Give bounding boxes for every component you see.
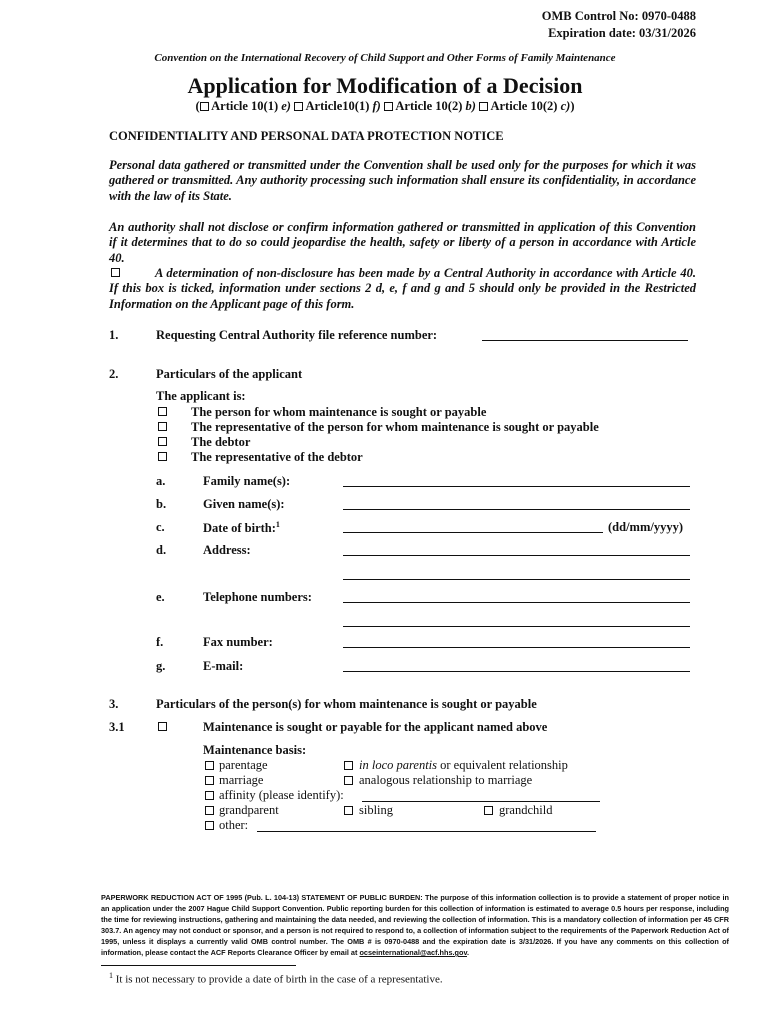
family-name-input[interactable] [343, 486, 690, 487]
applicant-option-label: The debtor [191, 435, 251, 449]
date-of-birth-label: Date of birth:$^1$ [203, 520, 280, 536]
grandchild-label: grandchild [499, 803, 553, 817]
applicant-option-label: The representative of the debtor [191, 450, 363, 464]
email-input[interactable] [343, 671, 690, 672]
parentage-label: parentage [219, 758, 268, 772]
analogous-relationship-label: analogous relationship to marriage [359, 773, 533, 787]
grandparent-label: grandparent [219, 803, 279, 817]
applicant-is-label: The applicant is: [156, 389, 246, 403]
field-letter: c. [156, 520, 165, 534]
section-3-number: 3. [109, 697, 119, 711]
field-letter: g. [156, 659, 166, 673]
close-paren: ) [570, 99, 575, 113]
non-disclosure-paragraph: A determination of non-disclosure has been made by a Central Authority in accordance with Article 40. If this box is ticked, information under sections 2 d, e, f and g and 5 should only be provided in the Restricted Information on the Applicant page of this form. [109, 266, 696, 311]
maintenance-basis-heading: Maintenance basis: [203, 743, 307, 757]
confidentiality-paragraph-1: Personal data gathered or transmitted under the Convention shall be used only for the purposes for which it was gathered or transmitted. Any authority processing such information shall ensure its confidentiality, in accordance with the law of its State. [109, 158, 696, 203]
telephone-label: Telephone numbers: [203, 590, 312, 604]
section-3-label: Particulars of the person(s) for whom maintenance is sought or payable [156, 697, 537, 711]
section-3-1-label: Maintenance is sought or payable for the applicant named above [203, 720, 548, 734]
article-10-2-b-label: Article 10(2) b) [395, 99, 476, 113]
telephone-input-line-2[interactable] [343, 626, 690, 627]
other-label: other: [219, 818, 249, 832]
file-reference-input[interactable] [482, 340, 688, 341]
article-10-1-e-checkbox[interactable] [200, 102, 209, 111]
in-loco-parentis-checkbox[interactable] [344, 761, 353, 770]
section-3-1-number: 3.1 [109, 720, 125, 734]
applicant-option-checkbox[interactable] [158, 407, 167, 416]
article-10-1-f-label: Article10(1) f) [305, 99, 381, 113]
grandchild-checkbox[interactable] [484, 806, 493, 815]
field-letter: e. [156, 590, 165, 604]
section-2-number: 2. [109, 367, 119, 381]
fax-input[interactable] [343, 647, 690, 648]
applicant-option-checkbox[interactable] [158, 422, 167, 431]
field-letter: a. [156, 474, 166, 488]
address-input[interactable] [343, 555, 690, 556]
affinity-input[interactable] [362, 801, 600, 802]
sibling-label: sibling [359, 803, 394, 817]
article-10-2-c-label: Article 10(2) c) [490, 99, 571, 113]
family-name-label: Family name(s): [203, 474, 291, 488]
article-10-1-e-label: Article 10(1) e) [211, 99, 291, 113]
footnote-marker: 1 [109, 971, 113, 980]
address-label: Address: [203, 543, 251, 557]
applicant-option-checkbox[interactable] [158, 437, 167, 446]
sibling-checkbox[interactable] [344, 806, 353, 815]
in-loco-parentis-label: in loco parentis or equivalent relationship [359, 758, 568, 772]
acf-email-link[interactable]: ocseinternational@acf.hhs.gov [359, 948, 467, 957]
email-label: E-mail: [203, 659, 244, 673]
other-checkbox[interactable] [205, 821, 214, 830]
field-letter: b. [156, 497, 167, 511]
applicant-option-label: The person for whom maintenance is sought or payable [191, 405, 487, 419]
paperwork-reduction-statement: PAPERWORK REDUCTION ACT OF 1995 (Pub. L. 104-13) STATEMENT OF PUBLIC BURDEN: The purpose of this information collection is to provide a statement of proper notice in an application under the 2007 Hague Child Support Convention. Public reporting burden for this collection of information is estimated to average 0.5 hours per response, including the time for reviewing instructions, gathering and maintaining the data needed, and reviewing the collection of information. This is a mandatory collection of information per 45 CFR 303.7. An agency may not conduct or sponsor, and a person is not required to respond to, a collection of information subject to the requirements of the Paperwork Reduction Act of 1995, unless it displays a currently valid OMB control number. The OMB # is 0970-0488 and the expiration date is 3/31/2026. If you have any comments on this collection of information, please contact the ACF Reports Clearance Officer by email at ocseinternational@acf.hhs.gov. [101, 893, 729, 957]
grandparent-checkbox[interactable] [205, 806, 214, 815]
open-paren: ( [195, 99, 200, 113]
affinity-checkbox[interactable] [205, 791, 214, 800]
applicant-option-checkbox[interactable] [158, 452, 167, 461]
given-name-input[interactable] [343, 509, 690, 510]
article-10-2-b-checkbox[interactable] [384, 102, 393, 111]
fax-label: Fax number: [203, 635, 273, 649]
article-10-1-f-checkbox[interactable] [294, 102, 303, 111]
section-2-label: Particulars of the applicant [156, 367, 303, 381]
field-letter: d. [156, 543, 167, 557]
applicant-option-label: The representative of the person for whom maintenance is sought or payable [191, 420, 599, 434]
marriage-label: marriage [219, 773, 264, 787]
date-format-hint: (dd/mm/yyyy) [608, 520, 683, 534]
footnote-ref-1: 1 [275, 520, 280, 529]
footnote-text: It is not necessary to provide a date of birth in the case of a representative. [113, 973, 443, 986]
applicant-maintenance-checkbox[interactable] [158, 722, 167, 731]
section-1-number: 1. [109, 328, 119, 342]
footnote [109, 971, 443, 986]
parentage-checkbox[interactable] [205, 761, 214, 770]
article-checkboxes [0, 99, 770, 114]
page-title: Application for Modification of a Decision [187, 73, 583, 98]
affinity-label: affinity (please identify): [219, 788, 344, 802]
footnote-separator [101, 965, 296, 966]
convention-title: Convention on the International Recovery of Child Support and Other Forms of Family Maintenance [154, 52, 616, 64]
expiration-date: Expiration date: 03/31/2026 [548, 26, 696, 40]
address-input-line-2[interactable] [343, 579, 690, 580]
other-input[interactable] [257, 831, 596, 832]
marriage-checkbox[interactable] [205, 776, 214, 785]
article-10-2-c-checkbox[interactable] [479, 102, 488, 111]
field-letter: f. [156, 635, 164, 649]
given-name-label: Given name(s): [203, 497, 285, 511]
confidentiality-heading: CONFIDENTIALITY AND PERSONAL DATA PROTECTION NOTICE [109, 129, 504, 143]
telephone-input[interactable] [343, 602, 690, 603]
omb-control-number: OMB Control No: 0970-0488 [541, 9, 696, 23]
date-of-birth-input[interactable] [343, 532, 603, 533]
section-1-label: Requesting Central Authority file reference number: [156, 328, 438, 342]
confidentiality-paragraph-2: An authority shall not disclose or confirm information gathered or transmitted in application of this Convention if it determines that to do so could jeopardise the health, safety or liberty of a person in accordance with Article 40. [109, 220, 696, 265]
analogous-relationship-checkbox[interactable] [344, 776, 353, 785]
